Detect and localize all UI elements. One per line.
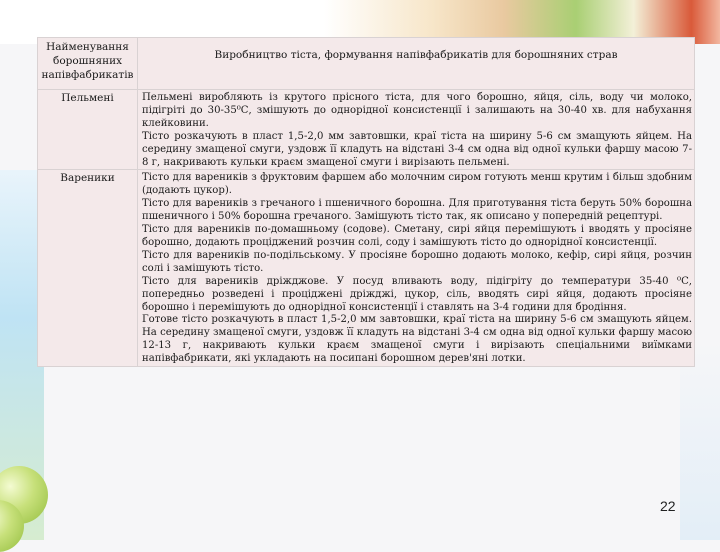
row-name-pelmeni: Пельмені xyxy=(38,90,138,170)
row-text-pelmeni xyxy=(138,90,695,170)
paragraph: Тісто для вареників по-домашньому (содове). Сметану, сирі яйця перемішують і вводять у просіяне борошно, додають проціджений розчин солі, соду і замішують тісто до однорідної консистенції. xyxy=(142,224,692,248)
semi-finished-products-table xyxy=(37,37,695,367)
table-row xyxy=(38,90,695,170)
paragraph: Готове тісто розкачують в пласт 1,5-2,0 мм завтовшки, краї тіста на ширину 5-6 см змащують яйцем. На середину змащеної смуги, уздовж її кладуть на відстані 3-4 см одна від одної кульки фаршу масою 12-13 г, накривають кульки краєм змащеної смуги і вирізають спеціальними виїмками напівфабрикати, які укладають на посипані борошном дерев'яні лотки. xyxy=(142,314,692,365)
header-product-name: Найменування борошняних напівфабрикатів xyxy=(38,38,138,90)
row-name-vareniki: Вареники xyxy=(38,170,138,367)
table-header-row xyxy=(38,38,695,90)
page-number: 22 xyxy=(660,498,676,514)
paragraph: Тісто для вареників по-подільському. У просіяне борошно додають молоко, кефір, сирі яйця, розчин солі і замішують тісто. xyxy=(142,249,692,274)
paragraph: Тісто розкачують в пласт 1,5-2,0 мм завтовшки, краї тіста на ширину 5-6 см змащують яйцем. На середину змащеної смуги, уздовж її кладуть на відстані 3-4 см одна від одної кульки фаршу масою 7-8 г, накривають кульки краєм змащеної смуги і вирізають пельмені. xyxy=(142,130,692,168)
paragraph: Тісто для вареників з фруктовим фаршем або молочним сиром готують менш крутим і більш здобним (додають цукор). xyxy=(142,172,692,197)
paragraph: Пельмені виробляють із крутого прісного тіста, для чого борошно, яйця, сіль, воду чи молоко, підігріті до 30-35⁰С, змішують до однорідної консистенції і залишають на 30-40 хв. для набухання клейковини. xyxy=(142,92,692,129)
header-production: Виробництво тіста, формування напівфабрикатів для борошняних страв xyxy=(138,38,695,90)
decorative-corner xyxy=(680,340,720,540)
paragraph: Тісто для вареників дріжджове. У посуд вливають воду, підігріту до температури 35-40 ⁰С, попередньо розведені і проціджені дріжджі, цукор, сіль, вводять сирі яйця, додають просіяне борошно і перемішують до однорідної консистенції і ставлять на 3-4 години для бродіння. xyxy=(142,275,692,313)
paragraph: Тісто для вареників з гречаного і пшеничного борошна. Для приготування тіста беруть 50% борошна пшеничного і 50% борошна гречаного. Замішують тісто так, як описано у попередній рецептурі. xyxy=(142,198,692,223)
row-text-vareniki xyxy=(138,170,695,367)
table-row xyxy=(38,170,695,367)
